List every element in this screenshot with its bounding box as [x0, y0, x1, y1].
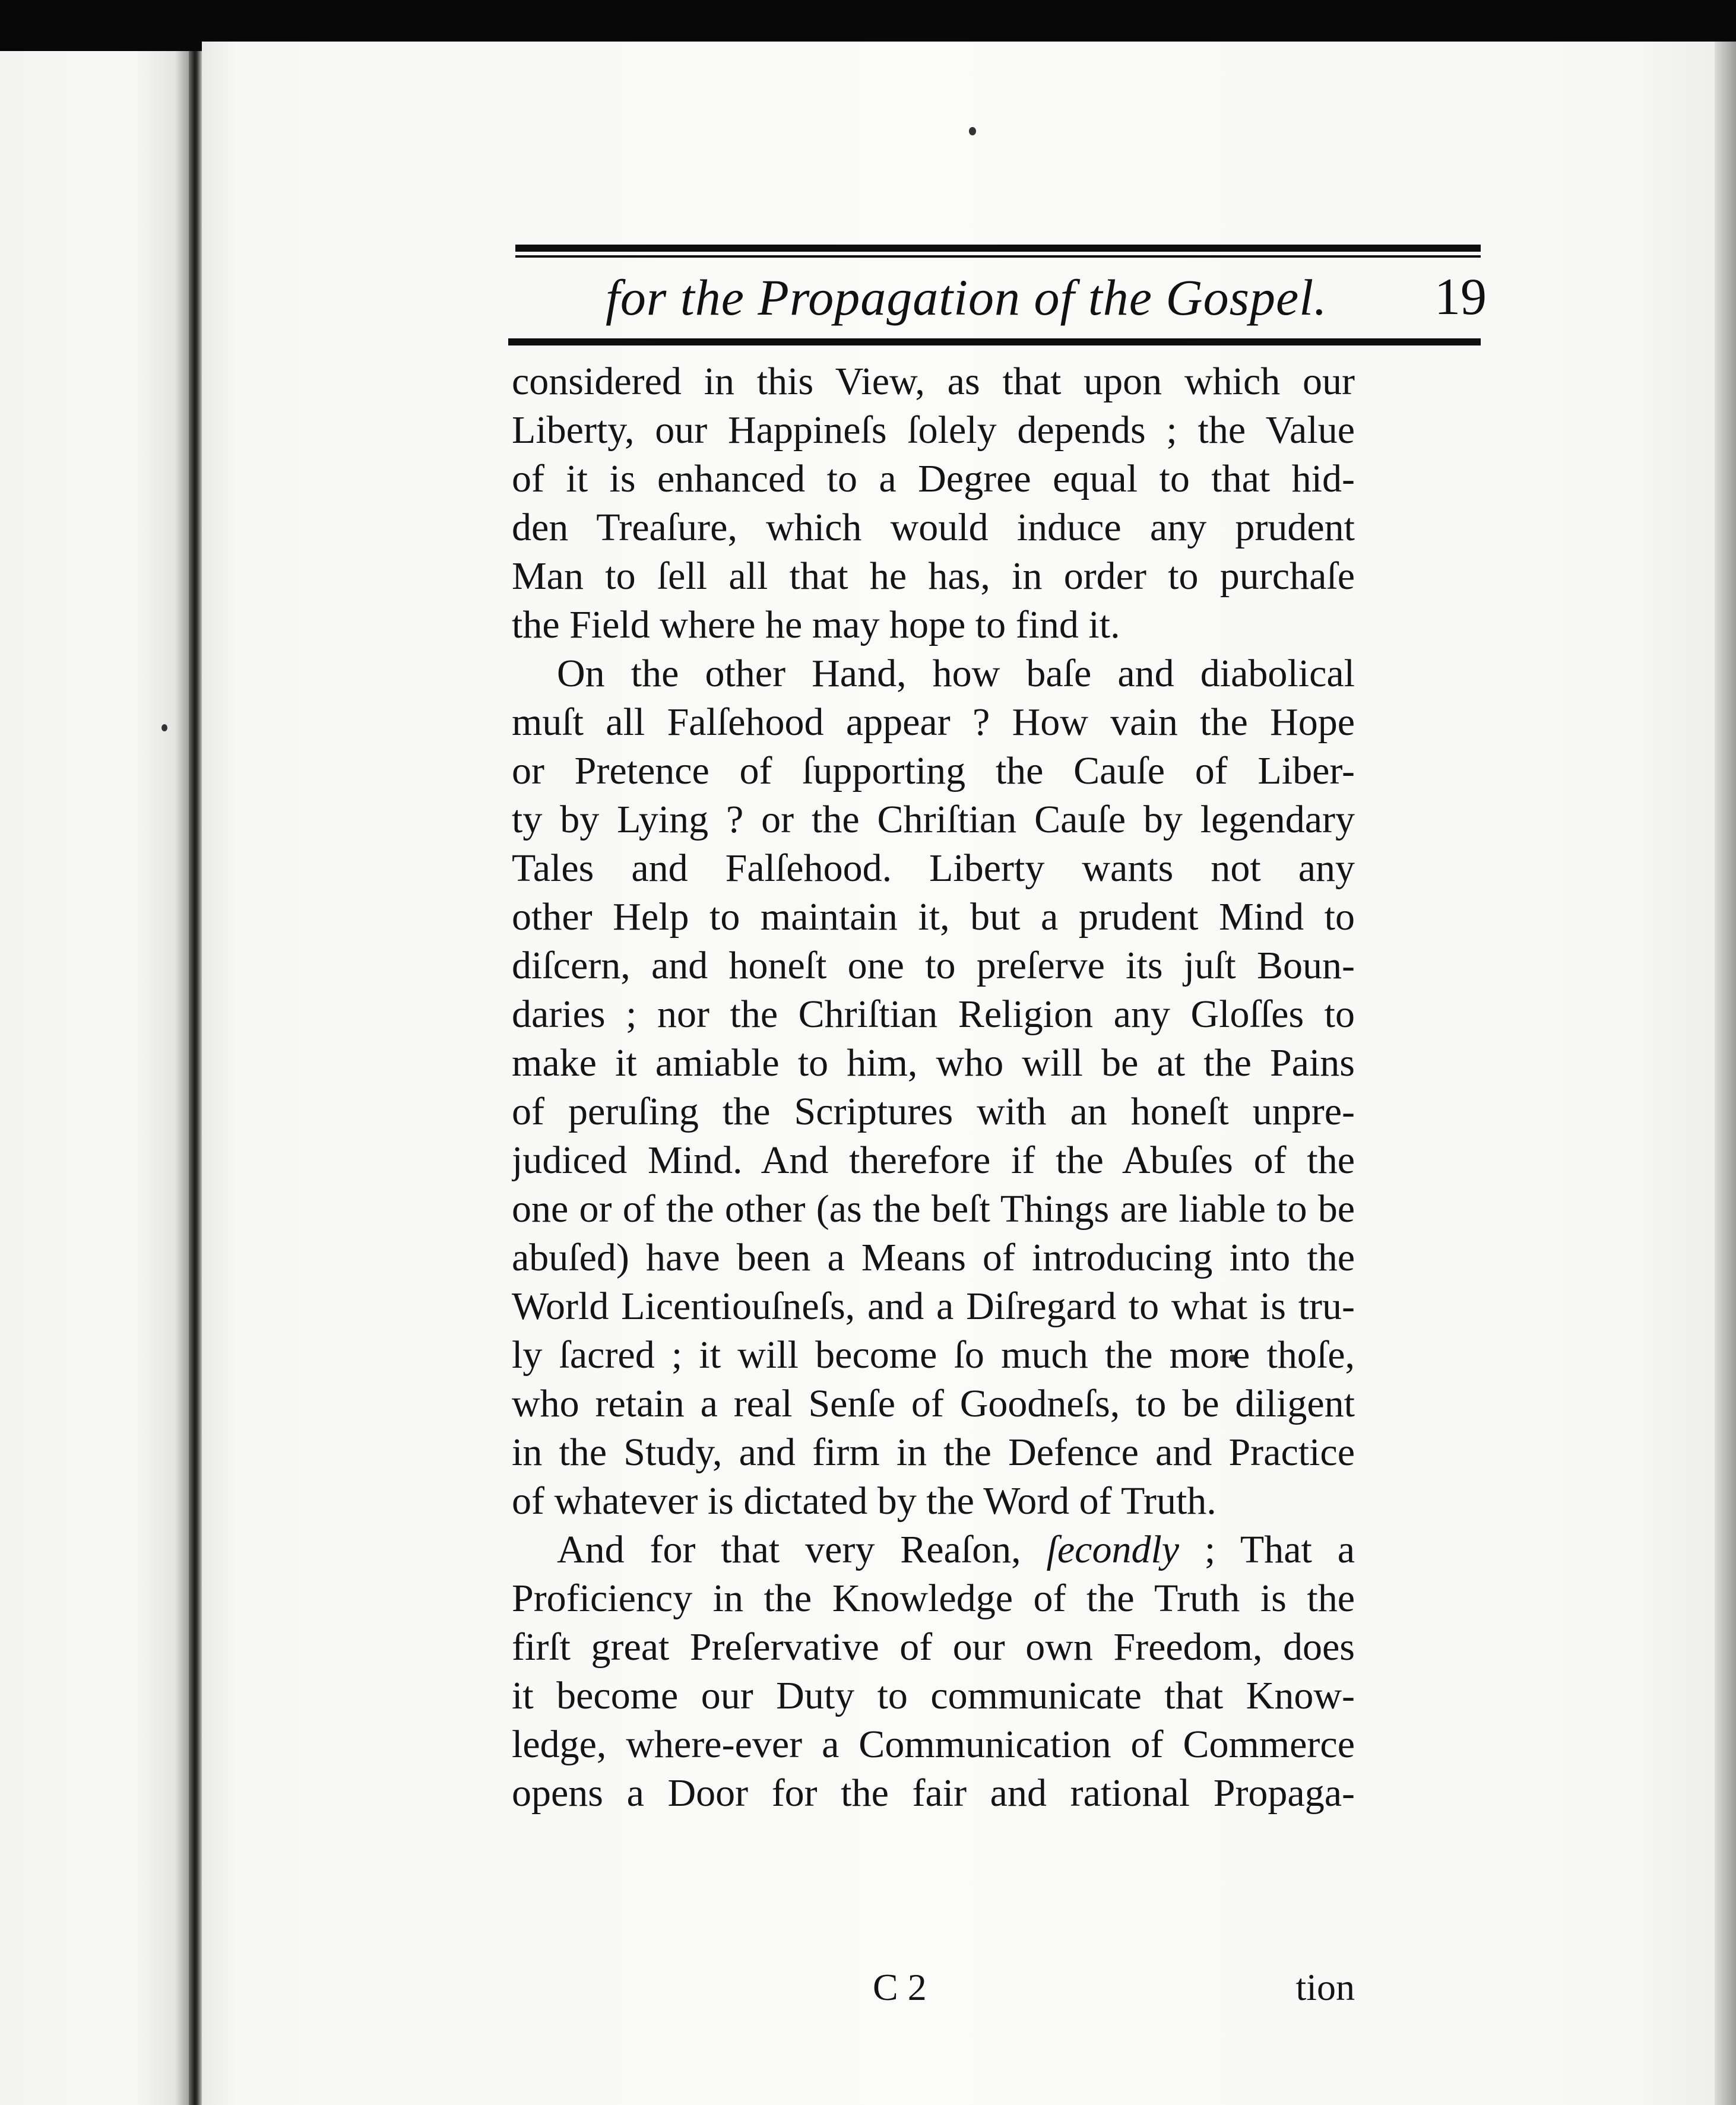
- text-line: judiced Mind. And therefore if the Abuſes of the: [512, 1139, 1355, 1182]
- text-line: On the other Hand, how baſe and diabolical: [557, 652, 1355, 695]
- text-line: muſt all Falſehood appear ? How vain the Hope: [512, 700, 1355, 744]
- page-number: 19: [1434, 268, 1487, 326]
- ink-speck: [161, 724, 167, 731]
- catchword: tion: [1295, 1966, 1355, 2008]
- text-line: it become our Duty to communicate that Know-: [512, 1674, 1355, 1717]
- ink-speck: [969, 127, 976, 135]
- header-rule-bottom: [508, 338, 1481, 345]
- text-line: who retain a real Senſe of Goodneſs, to be diligent: [512, 1382, 1355, 1425]
- text-line: of it is enhanced to a Degree equal to that hid-: [512, 457, 1355, 500]
- text-line: den Treaſure, which would induce any prudent: [512, 506, 1355, 549]
- page-edge-shadow: [1715, 42, 1736, 2105]
- text-line-with-italic: [512, 1526, 1355, 1574]
- text-line: make it amiable to him, who will be at the Pains: [512, 1041, 1355, 1085]
- text-line: Tales and Falſehood. Liberty wants not any: [512, 847, 1355, 890]
- text-line: ledge, where-ever a Communication of Commerce: [512, 1723, 1355, 1766]
- left-page-blank: [0, 51, 190, 2105]
- text-line: ty by Lying ? or the Chriſtian Cauſe by legendary: [512, 798, 1355, 841]
- text-line: abuſed) have been a Means of introducing into the: [512, 1236, 1355, 1279]
- running-head: for the Propagation of the Gospel.: [606, 269, 1328, 326]
- text-line: the Field where he may hope to find it.: [512, 603, 1120, 646]
- text-line: World Licentiouſneſs, and a Diſregard to what is tru-: [512, 1285, 1355, 1328]
- book-gutter: [189, 51, 202, 2105]
- text-segment: ; That a: [1179, 1528, 1355, 1571]
- header-rule-thin: [515, 255, 1481, 258]
- text-line: one or of the other (as the beſt Things are liable to be: [512, 1187, 1355, 1231]
- text-line: considered in this View, as that upon which our: [512, 360, 1355, 403]
- text-line: Proficiency in the Knowledge of the Truth is the: [512, 1577, 1355, 1620]
- text-line: in the Study, and firm in the Defence and Practice: [512, 1431, 1355, 1474]
- body-text: [512, 357, 1355, 1818]
- text-segment: And for that very Reaſon,: [557, 1528, 1047, 1571]
- text-line: other Help to maintain it, but a prudent Mind to: [512, 895, 1355, 939]
- header-rule-top: [515, 245, 1481, 252]
- text-line: of peruſing the Scriptures with an honeſt unpre-: [512, 1090, 1355, 1133]
- text-line: firſt great Preſervative of our own Freedom, does: [512, 1625, 1355, 1669]
- text-line: diſcern, and honeſt one to preſerve its juſt Boun-: [512, 944, 1355, 987]
- text-line: opens a Door for the fair and rational Propaga-: [512, 1771, 1355, 1815]
- text-line: ly ſacred ; it will become ſo much the more thoſe,: [512, 1333, 1355, 1377]
- text-line: Man to ſell all that he has, in order to purchaſe: [512, 554, 1355, 598]
- italic-word: ſecondly: [1046, 1528, 1180, 1571]
- text-line: daries ; nor the Chriſtian Religion any Gloſſes to: [512, 993, 1355, 1036]
- text-line: Liberty, our Happineſs ſolely depends ; the Value: [512, 408, 1355, 452]
- text-line: of whatever is dictated by the Word of Truth.: [512, 1479, 1217, 1523]
- text-line: or Pretence of ſupporting the Cauſe of Liber-: [512, 749, 1355, 792]
- printer-signature: C 2: [873, 1966, 927, 2008]
